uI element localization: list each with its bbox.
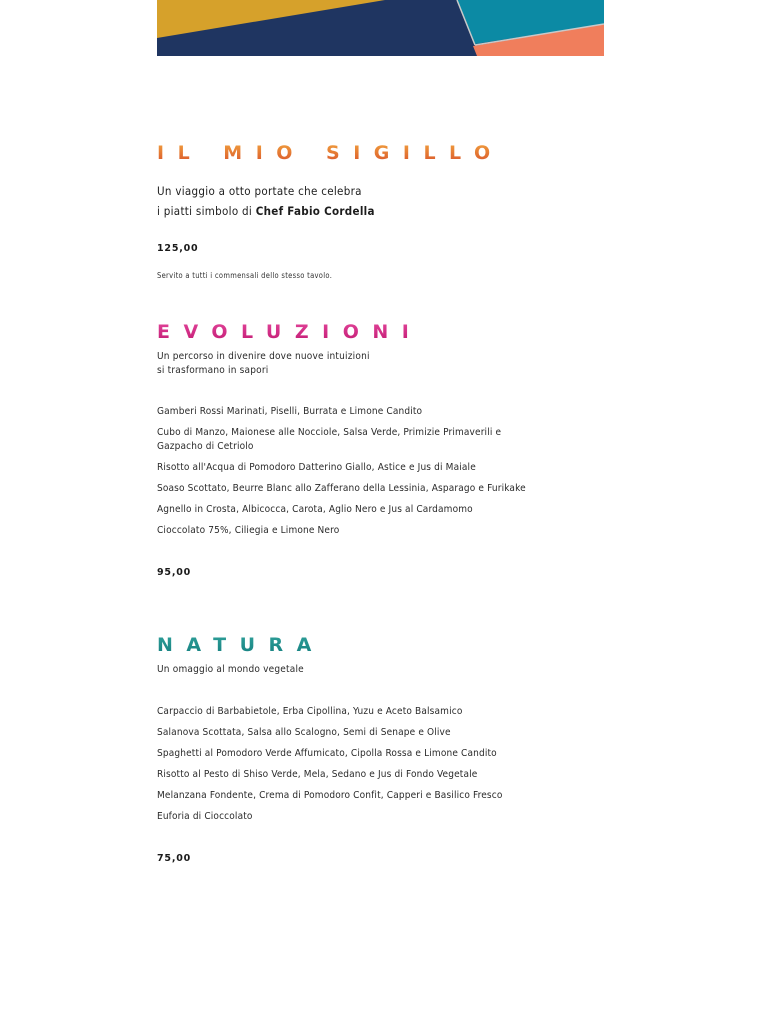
- evoluzioni-price: 95,00: [157, 567, 192, 578]
- dish-item: Salanova Scottata, Salsa allo Scalogno, Semi di Senape e Olive: [157, 727, 451, 738]
- sigillo-section: [157, 142, 607, 164]
- dish-item: Cubo di Manzo, Maionese alle Nocciole, Salsa Verde, Primizie Primaverili e Gazpacho di Cetriolo: [157, 427, 502, 452]
- sigillo-intro: [157, 181, 607, 221]
- natura-price-block: [157, 853, 607, 864]
- sigillo-price-block: [157, 243, 607, 254]
- evoluzioni-subtitle-block: [157, 350, 607, 378]
- evoluzioni-price-block: [157, 567, 607, 578]
- header-banner: [157, 0, 604, 56]
- dish-item: Risotto all'Acqua di Pomodoro Datterino Giallo, Astice e Jus di Maiale: [157, 462, 476, 473]
- natura-section: [157, 634, 607, 656]
- dish-item: Carpaccio di Barbabietole, Erba Cipollina, Yuzu e Aceto Balsamico: [157, 706, 463, 717]
- sigillo-intro-line-1: Un viaggio a otto portate che celebra: [157, 184, 362, 198]
- sigillo-title: IL MIO SIGILLO: [157, 142, 607, 164]
- evoluzioni-title: EVOLUZIONI: [157, 321, 607, 343]
- natura-price: 75,00: [157, 853, 192, 864]
- dish-item: Euforia di Cioccolato: [157, 811, 253, 822]
- dish-item: Soaso Scottato, Beurre Blanc allo Zafferano della Lessinia, Asparago e Furikake: [157, 483, 526, 494]
- dish-item: Risotto al Pesto di Shiso Verde, Mela, Sedano e Jus di Fondo Vegetale: [157, 769, 478, 780]
- dish-item: Gamberi Rossi Marinati, Piselli, Burrata e Limone Candito: [157, 406, 423, 417]
- dish-item: Agnello in Crosta, Albicocca, Carota, Aglio Nero e Jus al Cardamomo: [157, 504, 473, 515]
- natura-subtitle-block: [157, 663, 607, 677]
- chef-name: Chef Fabio Cordella: [255, 204, 375, 218]
- dish-item: Melanzana Fondente, Crema di Pomodoro Confit, Capperi e Basilico Fresco: [157, 790, 503, 801]
- evoluzioni-subtitle-line-1: Un percorso in divenire dove nuove intuizioni: [157, 351, 370, 362]
- natura-subtitle: Un omaggio al mondo vegetale: [157, 664, 304, 675]
- evoluzioni-subtitle-line-2: si trasformano in sapori: [157, 365, 269, 376]
- sigillo-note: Servito a tutti i commensali dello stesso tavolo.: [157, 271, 333, 280]
- evoluzioni-section: [157, 321, 607, 343]
- dish-item: Spaghetti al Pomodoro Verde Affumicato, Cipolla Rossa e Limone Candito: [157, 748, 497, 759]
- sigillo-intro-line-2: [157, 201, 607, 221]
- natura-title: NATURA: [157, 634, 607, 656]
- sigillo-intro-prefix: i piatti simbolo di: [157, 204, 256, 218]
- sigillo-note-block: [157, 271, 607, 280]
- natura-dish-list: [157, 705, 607, 831]
- dish-item: Cioccolato 75%, Ciliegia e Limone Nero: [157, 525, 340, 536]
- evoluzioni-dish-list: [157, 405, 527, 545]
- sigillo-price: 125,00: [157, 243, 199, 254]
